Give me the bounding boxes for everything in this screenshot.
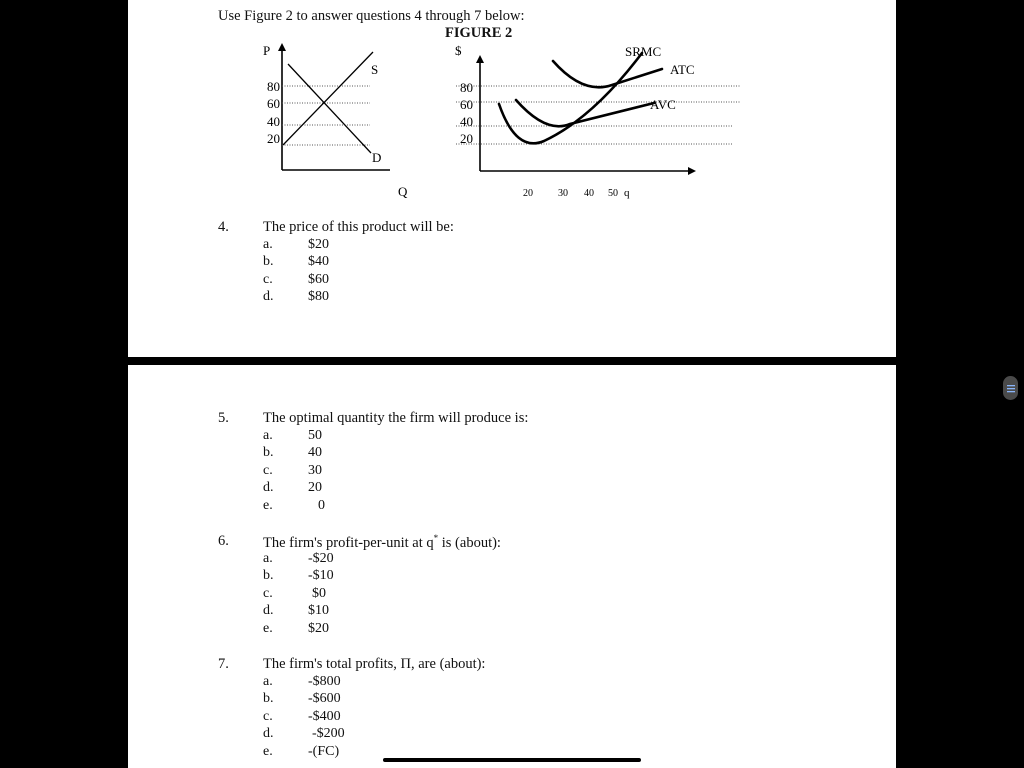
right-x-tick-50: 50 [608, 188, 618, 199]
supply-curve [283, 52, 373, 145]
left-y-tick-40: 40 [267, 114, 280, 129]
left-y-tick-80: 80 [267, 79, 280, 94]
figure-2 [128, 0, 896, 200]
supply-label: S [371, 62, 379, 77]
option-value: 50 [308, 428, 322, 443]
scroll-handle[interactable] [1003, 376, 1018, 400]
right-x-axis-arrow [688, 167, 696, 175]
option-letter: c. [263, 463, 273, 478]
option-letter: b. [263, 445, 274, 460]
option-value: $0 [312, 586, 326, 601]
right-x-axis-label: q [624, 187, 630, 199]
option-letter: b. [263, 254, 274, 269]
srmc-curve [499, 53, 642, 143]
right-y-tick-60: 60 [460, 97, 473, 112]
right-y-axis-label: $ [455, 43, 462, 58]
q-star-superscript: * [433, 533, 439, 543]
option-value: $80 [308, 289, 329, 304]
option-value: -$600 [308, 691, 341, 706]
option-letter: d. [263, 726, 274, 741]
option-value: -$400 [308, 709, 341, 724]
left-y-axis-arrow [278, 43, 286, 51]
atc-curve [553, 61, 662, 87]
left-x-axis-label: Q [398, 184, 408, 199]
option-letter: b. [263, 568, 274, 583]
right-x-tick-30: 30 [558, 188, 568, 199]
option-letter: e. [263, 498, 273, 513]
option-value: $20 [308, 621, 329, 636]
right-x-tick-20: 20 [523, 188, 533, 199]
question-number: 7. [218, 656, 229, 672]
right-y-tick-20: 20 [460, 131, 473, 146]
option-value: 40 [308, 445, 322, 460]
left-y-axis-label: P [263, 43, 271, 58]
right-y-axis-arrow [476, 55, 484, 63]
question-text [263, 533, 501, 552]
question-text: The firm's total profits, Π, are (about): [263, 656, 486, 672]
document-page-2 [128, 365, 896, 768]
question-text: The optimal quantity the firm will produce is: [263, 410, 529, 426]
option-letter: d. [263, 603, 274, 618]
question-number: 6. [218, 533, 229, 549]
question-number: 4. [218, 219, 229, 235]
option-letter: b. [263, 691, 274, 706]
option-letter: a. [263, 237, 273, 252]
right-y-tick-40: 40 [460, 114, 473, 129]
left-y-tick-60: 60 [267, 96, 280, 111]
option-value: $40 [308, 254, 329, 269]
home-indicator[interactable] [383, 758, 641, 762]
option-value: -$10 [308, 568, 334, 583]
demand-label: D [372, 150, 382, 165]
option-letter: d. [263, 289, 274, 304]
menu-lines-icon [1007, 384, 1015, 393]
question-text-after: is (about): [438, 534, 501, 551]
right-y-tick-80: 80 [460, 80, 473, 95]
question-text-before: The firm's profit-per-unit at q [263, 534, 434, 551]
option-value: $10 [308, 603, 329, 618]
option-letter: e. [263, 621, 273, 636]
right-chart [455, 43, 740, 199]
option-letter: a. [263, 674, 273, 689]
option-value: -$800 [308, 674, 341, 689]
option-value: -$200 [312, 726, 345, 741]
option-value: $60 [308, 272, 329, 287]
left-chart [263, 43, 408, 199]
option-value: 30 [308, 463, 322, 478]
option-letter: a. [263, 428, 273, 443]
option-letter: d. [263, 480, 274, 495]
right-x-tick-40: 40 [584, 188, 594, 199]
question-number: 5. [218, 410, 229, 426]
option-value: -$20 [308, 551, 334, 566]
option-value: 20 [308, 480, 322, 495]
left-y-tick-20: 20 [267, 131, 280, 146]
option-letter: c. [263, 272, 273, 287]
intro-text: Use Figure 2 to answer questions 4 through 7 below: [218, 8, 525, 24]
question-text: The price of this product will be: [263, 219, 454, 235]
srmc-label: SRMC [625, 44, 662, 59]
option-letter: e. [263, 744, 273, 759]
atc-label: ATC [670, 62, 695, 77]
document-page-1 [128, 0, 896, 357]
option-value: -(FC) [308, 744, 340, 759]
option-letter: c. [263, 709, 273, 724]
option-value: $20 [308, 237, 329, 252]
figure-title: FIGURE 2 [445, 25, 513, 41]
option-letter: a. [263, 551, 273, 566]
option-letter: c. [263, 586, 273, 601]
avc-label: AVC [650, 97, 676, 112]
demand-curve [288, 64, 371, 153]
option-value: 0 [318, 498, 325, 513]
